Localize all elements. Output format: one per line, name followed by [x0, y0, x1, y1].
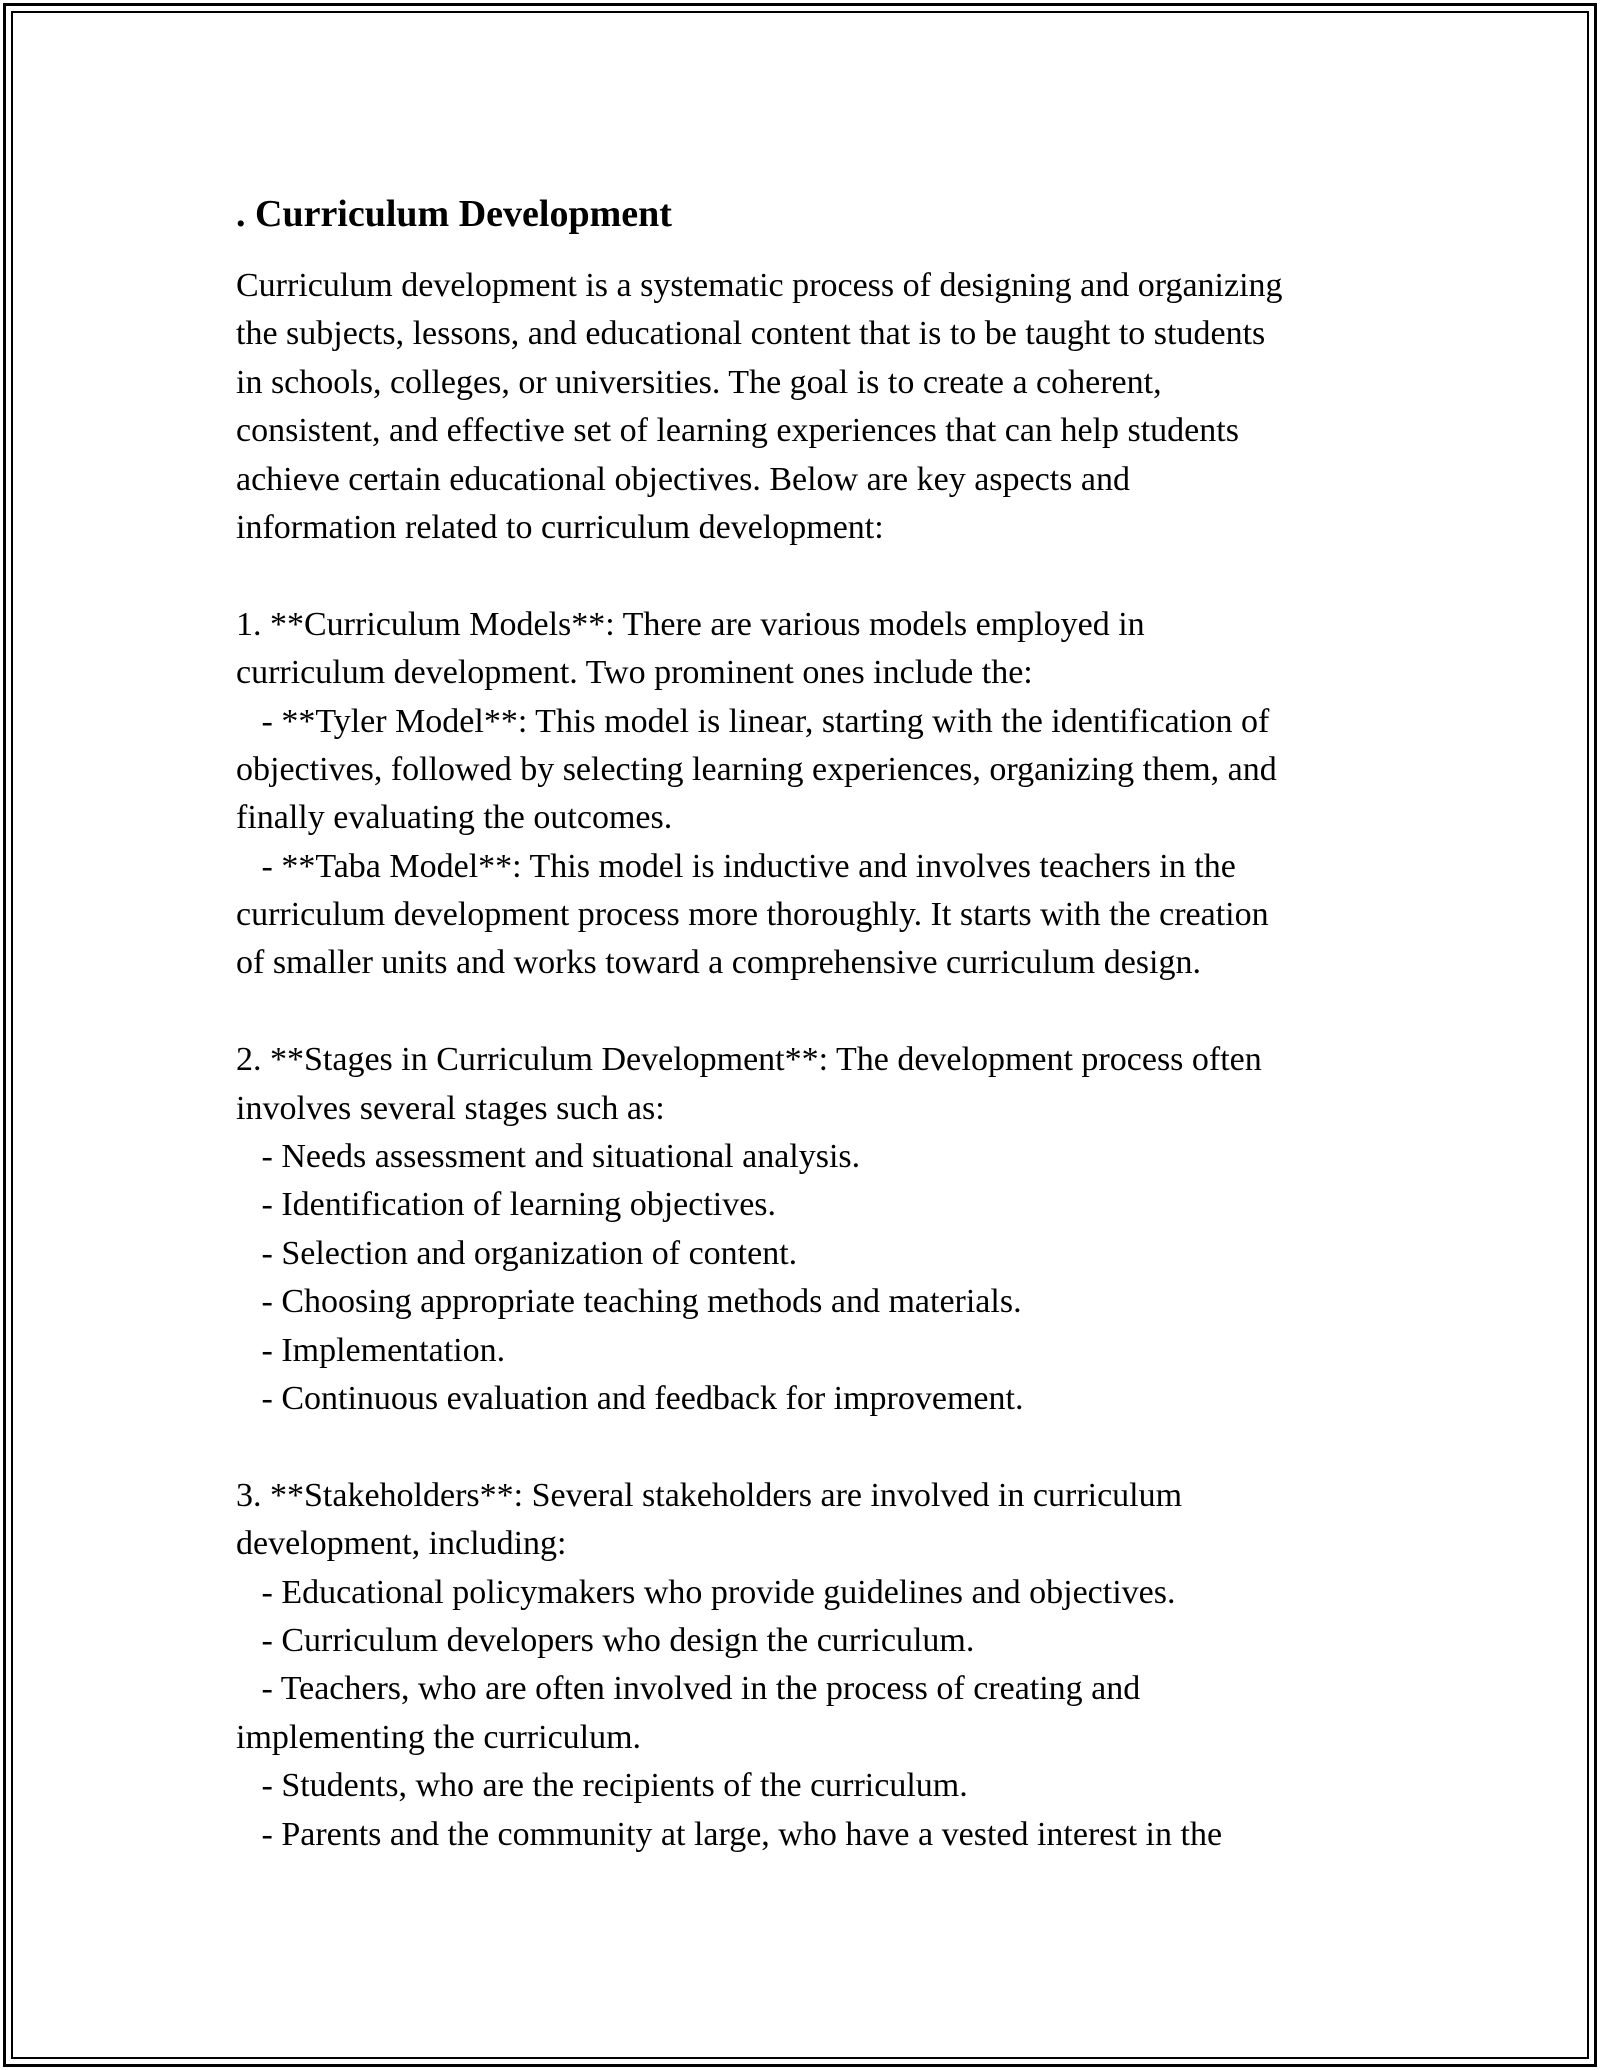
document-heading: . Curriculum Development: [236, 193, 672, 235]
text-line: 2. **Stages in Curriculum Development**: The development process often: [236, 1041, 1262, 1079]
blank-line: [236, 552, 1376, 600]
text-line: information related to curriculum development:: [236, 508, 884, 546]
text-line: - Teachers, who are often involved in the process of creating and: [236, 1670, 1141, 1708]
text-line: curriculum development. Two prominent ones include the:: [236, 654, 1033, 692]
text-line: - Curriculum developers who design the curriculum.: [236, 1621, 975, 1659]
text-line: achieve certain educational objectives. Below are key aspects and: [236, 460, 1130, 498]
text-line: - Choosing appropriate teaching methods and materials.: [236, 1283, 1022, 1321]
text-line: implementing the curriculum.: [236, 1718, 642, 1756]
text-line: 3. **Stakeholders**: Several stakeholders are involved in curriculum: [236, 1476, 1183, 1514]
text-line: of smaller units and works toward a comprehensive curriculum design.: [236, 944, 1201, 982]
text-line: in schools, colleges, or universities. The goal is to create a coherent,: [236, 363, 1162, 401]
blank-line: [236, 1423, 1376, 1471]
text-line: development, including:: [236, 1525, 567, 1563]
text-line: Curriculum development is a systematic process of designing and organizing: [236, 267, 1283, 304]
text-line: - Parents and the community at large, who have a vested interest in the: [236, 1815, 1223, 1853]
text-line: curriculum development process more thoroughly. It starts with the creation: [236, 896, 1269, 934]
text-line: - **Tyler Model**: This model is linear, starting with the identification of: [236, 702, 1270, 740]
text-line: - Selection and organization of content.: [236, 1234, 798, 1272]
blank-line: [236, 988, 1376, 1036]
text-line: - Implementation.: [236, 1331, 506, 1369]
text-line: involves several stages such as:: [236, 1089, 665, 1127]
text-line: the subjects, lessons, and educational content that is to be taught to students: [236, 315, 1266, 353]
document-body: [236, 186, 1376, 1859]
text-line: - Educational policymakers who provide guidelines and objectives.: [236, 1573, 1176, 1611]
text-line: 1. **Curriculum Models**: There are various models employed in: [236, 605, 1145, 643]
text-line: consistent, and effective set of learning experiences that can help students: [236, 412, 1239, 450]
text-line: finally evaluating the outcomes.: [236, 799, 673, 837]
document-text: [236, 262, 1376, 1859]
text-line: - Needs assessment and situational analysis.: [236, 1138, 861, 1176]
text-line: - Identification of learning objectives.: [236, 1186, 777, 1224]
text-line: objectives, followed by selecting learning experiences, organizing them, and: [236, 750, 1277, 788]
text-line: - **Taba Model**: This model is inductive and involves teachers in the: [236, 847, 1236, 885]
text-line: - Continuous evaluation and feedback for improvement.: [236, 1379, 1024, 1417]
text-line: - Students, who are the recipients of the curriculum.: [236, 1767, 968, 1805]
